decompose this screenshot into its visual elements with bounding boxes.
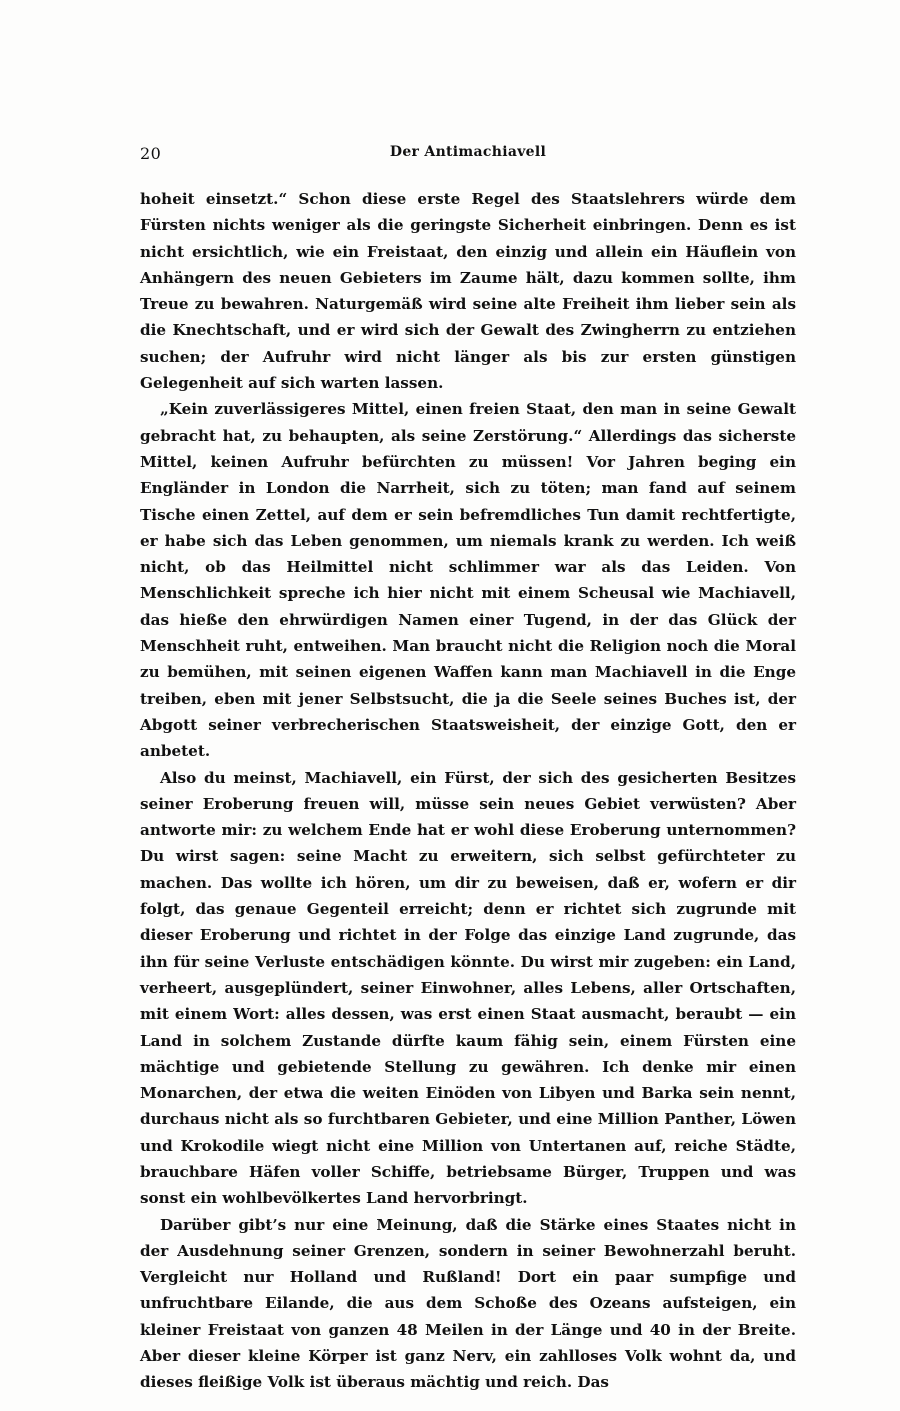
running-title: Der Antimachiavell — [389, 144, 547, 160]
page-header — [140, 144, 796, 166]
paragraph-1: hoheit einsetzt.“ Schon diese erste Regel des Staatslehrers würde dem Fürsten nichts weniger als die geringste Sicherheit einbringen. Denn es ist nicht ersichtlich, wie ein Freistaat, den einzig und allein ein Häuflein von Anhängern des neuen Gebieters im Zaume hält, dazu kommen sollte, ihm Treue zu bewahren. Naturgemäß wird seine alte Freiheit ihm lieber sein als die Knechtschaft, und er wird sich der Gewalt des Zwingherrn zu entziehen suchen; der Aufruhr wird nicht länger als bis zur ersten günstigen Gelegenheit auf sich warten lassen. — [140, 190, 796, 393]
page-number: 20 — [140, 144, 162, 163]
paragraph-3: Also du meinst, Machiavell, ein Fürst, der sich des gesicherten Besitzes seiner Eroberung freuen will, müsse sein neues Gebiet verwüsten? Aber antworte mir: zu welchem Ende hat er wohl diese Eroberung unternommen? Du wirst sagen: seine Macht zu erweitern, sich selbst gefürchteter zu machen. Das wollte ich hören, um dir zu beweisen, daß er, wofern er dir folgt, das genaue Gegenteil erreicht; denn er richtet sich zugrunde mit dieser Eroberung und richtet in der Folge das einzige Land zugrunde, das ihn für seine Verluste entschädigen könnte. Du wirst mir zugeben: ein Land, verheert, ausgeplündert, seiner Einwohner, alles Lebens, aller Ortschaften, mit einem Wort: alles dessen, was erst einen Staat ausmacht, beraubt — ein Land in solchem Zustande dürfte kaum fähig sein, einem Fürsten eine mächtige und gebietende Stellung zu gewähren. Ich denke mir einen Monarchen, der etwa die weiten Einöden von Libyen und Barka sein nennt, durchaus nicht als so furchtbaren Gebieter, und eine Million Panther, Löwen und Krokodile wiegt nicht eine Million von Untertanen auf, reiche Städte, brauchbare Häfen voller Schiffe, betriebsame Bürger, Truppen und was sonst ein wohlbevölkertes Land hervorbringt. — [140, 768, 796, 1208]
paragraph-4: Darüber gibt’s nur eine Meinung, daß die Stärke eines Staates nicht in der Ausdehnung seiner Grenzen, sondern in seiner Bewohnerzahl beruht. Vergleicht nur Holland und Rußland! Dort ein paar sumpfige und unfruchtbare Eilande, die aus dem Schoße des Ozeans aufsteigen, ein kleiner Freistaat von ganzen 48 Meilen in der Länge und 40 in der Breite. Aber dieser kleine Körper ist ganz Nerv, ein zahlloses Volk wohnt da, und dieses fleißige Volk ist überaus mächtig und reich. Das — [140, 1215, 796, 1392]
body-text — [140, 186, 796, 1396]
paragraph-2: „Kein zuverlässigeres Mittel, einen freien Staat, den man in seine Gewalt gebracht hat, zu behaupten, als seine Zerstörung.“ Allerdings das sicherste Mittel, keinen Aufruhr befürchten zu müssen! Vor Jahren beging ein Engländer in London die Narrheit, sich zu töten; man fand auf seinem Tische einen Zettel, auf dem er sein befremdliches Tun damit rechtfertigte, er habe sich das Leben genommen, um niemals krank zu werden. Ich weiß nicht, ob das Heilmittel nicht schlimmer war als das Leiden. Von Menschlichkeit spreche ich hier nicht mit einem Scheusal wie Machiavell, das hieße den ehrwürdigen Namen einer Tugend, in der das Glück der Menschheit ruht, entweihen. Man braucht nicht die Religion noch die Moral zu bemühen, mit seinen eigenen Waffen kann man Machiavell in die Enge treiben, eben mit jener Selbstsucht, die ja die Seele seines Buches ist, der Abgott seiner verbrecherischen Staatsweisheit, der einzige Gott, den er anbetet. — [140, 400, 796, 761]
